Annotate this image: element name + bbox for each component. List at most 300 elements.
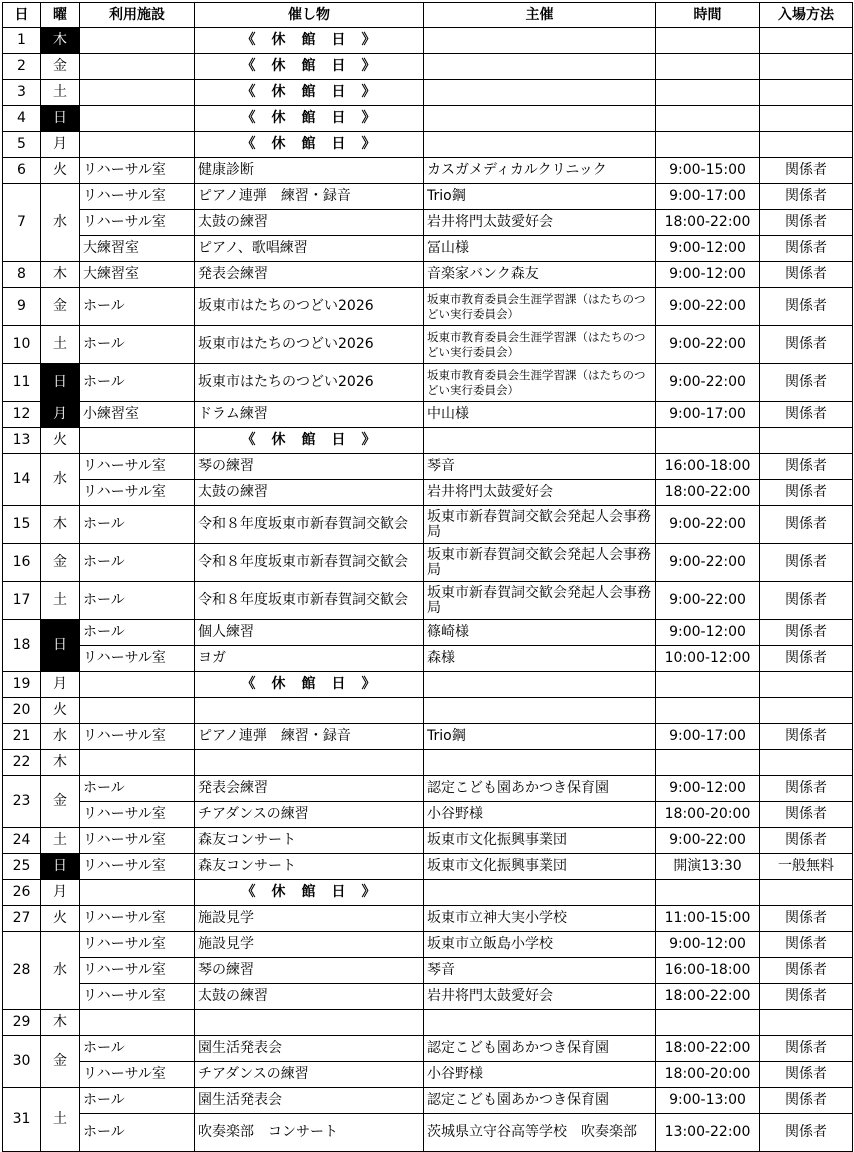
weekday-cell: 水 (41, 932, 80, 1010)
day-cell: 16 (3, 544, 41, 582)
event-schedule-table (2, 2, 853, 1152)
organizer-cell (424, 672, 656, 698)
time-cell: 18:00-20:00 (656, 1062, 760, 1088)
time-cell (656, 428, 760, 454)
table-row (3, 364, 853, 402)
organizer-cell (424, 132, 656, 158)
day-cell: 19 (3, 672, 41, 698)
entry-cell: 関係者 (760, 646, 853, 672)
facility-cell: リハーサル室 (80, 906, 195, 932)
entry-cell (760, 54, 853, 80)
entry-cell (760, 672, 853, 698)
table-row (3, 132, 853, 158)
closed-day-label: 《 休 館 日 》 (195, 28, 424, 54)
time-cell: 9:00-22:00 (656, 828, 760, 854)
time-cell: 18:00-22:00 (656, 1036, 760, 1062)
day-cell: 23 (3, 776, 41, 828)
time-cell: 9:00-12:00 (656, 932, 760, 958)
day-cell: 4 (3, 106, 41, 132)
time-cell (656, 880, 760, 906)
entry-cell (760, 106, 853, 132)
entry-cell: 関係者 (760, 1036, 853, 1062)
event-cell: ピアノ連弾 練習・録音 (195, 184, 424, 210)
day-cell: 18 (3, 620, 41, 672)
time-cell: 9:00-17:00 (656, 724, 760, 750)
organizer-cell: Trio鋼 (424, 724, 656, 750)
entry-cell: 関係者 (760, 932, 853, 958)
organizer-cell (424, 428, 656, 454)
time-cell: 9:00-22:00 (656, 288, 760, 326)
table-row (3, 854, 853, 880)
table-row (3, 776, 853, 802)
header-row (3, 3, 853, 28)
facility-cell: リハーサル室 (80, 932, 195, 958)
weekday-cell: 土 (41, 1088, 80, 1152)
entry-cell: 関係者 (760, 288, 853, 326)
day-cell: 2 (3, 54, 41, 80)
organizer-cell: 小谷野様 (424, 1062, 656, 1088)
facility-cell: ホール (80, 364, 195, 402)
entry-cell: 関係者 (760, 620, 853, 646)
facility-cell: リハーサル室 (80, 158, 195, 184)
weekday-cell: 月 (41, 402, 80, 428)
table-row (3, 1088, 853, 1114)
facility-cell (80, 428, 195, 454)
facility-cell (80, 28, 195, 54)
closed-day-label: 《 休 館 日 》 (195, 428, 424, 454)
organizer-cell (424, 80, 656, 106)
entry-cell: 関係者 (760, 262, 853, 288)
weekday-cell: 木 (41, 506, 80, 544)
event-cell: 園生活発表会 (195, 1036, 424, 1062)
entry-cell: 関係者 (760, 828, 853, 854)
header-event: 催し物 (195, 3, 424, 28)
organizer-cell: 岩井将門太鼓愛好会 (424, 480, 656, 506)
day-cell: 1 (3, 28, 41, 54)
schedule-body (3, 28, 853, 1152)
organizer-cell: 岩井将門太鼓愛好会 (424, 210, 656, 236)
entry-cell: 関係者 (760, 184, 853, 210)
day-cell: 8 (3, 262, 41, 288)
entry-cell: 関係者 (760, 1062, 853, 1088)
time-cell: 18:00-22:00 (656, 210, 760, 236)
weekday-cell: 土 (41, 80, 80, 106)
time-cell (656, 28, 760, 54)
closed-day-label: 《 休 館 日 》 (195, 880, 424, 906)
organizer-cell (424, 28, 656, 54)
weekday-cell: 木 (41, 262, 80, 288)
day-cell: 9 (3, 288, 41, 326)
entry-cell (760, 132, 853, 158)
day-cell: 13 (3, 428, 41, 454)
organizer-cell: 音楽家バンク森友 (424, 262, 656, 288)
facility-cell: 大練習室 (80, 236, 195, 262)
organizer-cell: 篠崎様 (424, 620, 656, 646)
event-cell: 令和８年度坂東市新春賀詞交歓会 (195, 506, 424, 544)
table-row (3, 932, 853, 958)
time-cell (656, 672, 760, 698)
weekday-cell: 日 (41, 854, 80, 880)
header-time: 時間 (656, 3, 760, 28)
day-cell: 29 (3, 1010, 41, 1036)
time-cell (656, 106, 760, 132)
event-cell: 坂東市はたちのつどい2026 (195, 326, 424, 364)
header-day: 日 (3, 3, 41, 28)
time-cell: 9:00-22:00 (656, 364, 760, 402)
weekday-cell: 土 (41, 582, 80, 620)
weekday-cell: 木 (41, 1010, 80, 1036)
organizer-cell: 坂東市文化振興事業団 (424, 854, 656, 880)
facility-cell: リハーサル室 (80, 646, 195, 672)
time-cell: 9:00-22:00 (656, 506, 760, 544)
time-cell: 9:00-22:00 (656, 544, 760, 582)
table-row (3, 288, 853, 326)
day-cell: 6 (3, 158, 41, 184)
table-row (3, 646, 853, 672)
time-cell (656, 54, 760, 80)
day-cell: 28 (3, 932, 41, 1010)
day-cell: 20 (3, 698, 41, 724)
table-row (3, 262, 853, 288)
facility-cell (80, 880, 195, 906)
header-facility: 利用施設 (80, 3, 195, 28)
facility-cell: ホール (80, 1114, 195, 1152)
weekday-cell: 水 (41, 724, 80, 750)
time-cell (656, 1010, 760, 1036)
time-cell: 10:00-12:00 (656, 646, 760, 672)
table-row (3, 28, 853, 54)
table-row (3, 454, 853, 480)
facility-cell (80, 132, 195, 158)
event-cell (195, 698, 424, 724)
event-cell: 坂東市はたちのつどい2026 (195, 288, 424, 326)
organizer-cell (424, 106, 656, 132)
entry-cell: 関係者 (760, 984, 853, 1010)
time-cell: 9:00-22:00 (656, 582, 760, 620)
closed-day-label: 《 休 館 日 》 (195, 672, 424, 698)
weekday-cell: 月 (41, 880, 80, 906)
facility-cell (80, 698, 195, 724)
time-cell: 9:00-15:00 (656, 158, 760, 184)
table-row (3, 1062, 853, 1088)
day-cell: 3 (3, 80, 41, 106)
entry-cell: 関係者 (760, 1114, 853, 1152)
table-row (3, 802, 853, 828)
time-cell: 9:00-12:00 (656, 236, 760, 262)
entry-cell: 関係者 (760, 480, 853, 506)
table-row (3, 620, 853, 646)
facility-cell: リハーサル室 (80, 210, 195, 236)
entry-cell: 関係者 (760, 506, 853, 544)
table-row (3, 828, 853, 854)
table-row (3, 672, 853, 698)
facility-cell: ホール (80, 1036, 195, 1062)
event-cell: 令和８年度坂東市新春賀詞交歓会 (195, 544, 424, 582)
table-row (3, 54, 853, 80)
table-row (3, 480, 853, 506)
weekday-cell: 火 (41, 428, 80, 454)
event-cell: ピアノ、歌唱練習 (195, 236, 424, 262)
entry-cell: 関係者 (760, 958, 853, 984)
organizer-cell (424, 698, 656, 724)
table-row (3, 698, 853, 724)
entry-cell: 関係者 (760, 326, 853, 364)
closed-day-label: 《 休 館 日 》 (195, 106, 424, 132)
time-cell: 18:00-22:00 (656, 480, 760, 506)
day-cell: 7 (3, 184, 41, 262)
facility-cell: ホール (80, 326, 195, 364)
event-cell: 施設見学 (195, 932, 424, 958)
event-cell: ヨガ (195, 646, 424, 672)
weekday-cell: 日 (41, 106, 80, 132)
organizer-cell: 坂東市立神大実小学校 (424, 906, 656, 932)
organizer-cell: カスガメディカルクリニック (424, 158, 656, 184)
header-entry: 入場方法 (760, 3, 853, 28)
time-cell: 9:00-17:00 (656, 402, 760, 428)
table-row (3, 184, 853, 210)
event-cell: 琴の練習 (195, 958, 424, 984)
time-cell: 9:00-12:00 (656, 776, 760, 802)
table-row (3, 1114, 853, 1152)
facility-cell: リハーサル室 (80, 802, 195, 828)
table-row (3, 958, 853, 984)
organizer-cell: 坂東市文化振興事業団 (424, 828, 656, 854)
table-row (3, 158, 853, 184)
facility-cell (80, 750, 195, 776)
weekday-cell: 金 (41, 54, 80, 80)
organizer-cell: 琴音 (424, 454, 656, 480)
entry-cell: 一般無料 (760, 854, 853, 880)
time-cell: 16:00-18:00 (656, 454, 760, 480)
organizer-cell: 坂東市教育委員会生涯学習課（はたちのつどい実行委員会） (424, 288, 656, 326)
table-row (3, 1036, 853, 1062)
event-cell: ドラム練習 (195, 402, 424, 428)
organizer-cell: 茨城県立守谷高等学校 吹奏楽部 (424, 1114, 656, 1152)
table-row (3, 724, 853, 750)
event-cell (195, 750, 424, 776)
table-row (3, 236, 853, 262)
entry-cell: 関係者 (760, 582, 853, 620)
facility-cell: ホール (80, 506, 195, 544)
closed-day-label: 《 休 館 日 》 (195, 80, 424, 106)
weekday-cell: 月 (41, 672, 80, 698)
weekday-cell: 木 (41, 750, 80, 776)
weekday-cell: 金 (41, 288, 80, 326)
event-cell: 森友コンサート (195, 828, 424, 854)
table-row (3, 428, 853, 454)
organizer-cell (424, 1010, 656, 1036)
entry-cell: 関係者 (760, 906, 853, 932)
weekday-cell: 水 (41, 184, 80, 262)
time-cell: 9:00-17:00 (656, 184, 760, 210)
entry-cell: 関係者 (760, 364, 853, 402)
organizer-cell: 坂東市教育委員会生涯学習課（はたちのつどい実行委員会） (424, 364, 656, 402)
day-cell: 10 (3, 326, 41, 364)
weekday-cell: 火 (41, 698, 80, 724)
weekday-cell: 金 (41, 776, 80, 828)
table-row (3, 326, 853, 364)
event-cell: 太鼓の練習 (195, 210, 424, 236)
event-cell: 発表会練習 (195, 262, 424, 288)
time-cell: 9:00-12:00 (656, 262, 760, 288)
entry-cell: 関係者 (760, 776, 853, 802)
organizer-cell (424, 54, 656, 80)
organizer-cell: 認定こども園あかつき保育園 (424, 1036, 656, 1062)
entry-cell: 関係者 (760, 724, 853, 750)
table-row (3, 880, 853, 906)
entry-cell (760, 880, 853, 906)
event-cell: チアダンスの練習 (195, 802, 424, 828)
facility-cell: ホール (80, 620, 195, 646)
day-cell: 22 (3, 750, 41, 776)
entry-cell (760, 28, 853, 54)
day-cell: 17 (3, 582, 41, 620)
table-row (3, 750, 853, 776)
header-organizer: 主催 (424, 3, 656, 28)
day-cell: 26 (3, 880, 41, 906)
organizer-cell: 認定こども園あかつき保育園 (424, 776, 656, 802)
table-row (3, 984, 853, 1010)
time-cell: 13:00-22:00 (656, 1114, 760, 1152)
time-cell (656, 698, 760, 724)
organizer-cell: 坂東市新春賀詞交歓会発起人会事務局 (424, 582, 656, 620)
facility-cell: 大練習室 (80, 262, 195, 288)
table-row (3, 906, 853, 932)
facility-cell: リハーサル室 (80, 1062, 195, 1088)
organizer-cell (424, 880, 656, 906)
day-cell: 30 (3, 1036, 41, 1088)
weekday-cell: 土 (41, 326, 80, 364)
entry-cell: 関係者 (760, 802, 853, 828)
organizer-cell: 冨山様 (424, 236, 656, 262)
day-cell: 12 (3, 402, 41, 428)
event-cell: 令和８年度坂東市新春賀詞交歓会 (195, 582, 424, 620)
entry-cell (760, 698, 853, 724)
weekday-cell: 月 (41, 132, 80, 158)
day-cell: 15 (3, 506, 41, 544)
entry-cell: 関係者 (760, 402, 853, 428)
time-cell: 9:00-22:00 (656, 326, 760, 364)
day-cell: 11 (3, 364, 41, 402)
facility-cell: リハーサル室 (80, 480, 195, 506)
table-row (3, 402, 853, 428)
organizer-cell: 坂東市立飯島小学校 (424, 932, 656, 958)
organizer-cell: Trio鋼 (424, 184, 656, 210)
header-weekday: 曜 (41, 3, 80, 28)
time-cell: 9:00-12:00 (656, 620, 760, 646)
weekday-cell: 水 (41, 454, 80, 506)
facility-cell: ホール (80, 544, 195, 582)
entry-cell (760, 750, 853, 776)
time-cell: 16:00-18:00 (656, 958, 760, 984)
day-cell: 21 (3, 724, 41, 750)
facility-cell (80, 54, 195, 80)
facility-cell: リハーサル室 (80, 958, 195, 984)
table-row (3, 106, 853, 132)
event-cell: チアダンスの練習 (195, 1062, 424, 1088)
organizer-cell: 琴音 (424, 958, 656, 984)
facility-cell: 小練習室 (80, 402, 195, 428)
facility-cell: リハーサル室 (80, 854, 195, 880)
weekday-cell: 金 (41, 1036, 80, 1088)
time-cell (656, 750, 760, 776)
entry-cell (760, 1010, 853, 1036)
organizer-cell: 認定こども園あかつき保育園 (424, 1088, 656, 1114)
facility-cell (80, 106, 195, 132)
weekday-cell: 日 (41, 364, 80, 402)
facility-cell (80, 672, 195, 698)
organizer-cell: 坂東市教育委員会生涯学習課（はたちのつどい実行委員会） (424, 326, 656, 364)
day-cell: 5 (3, 132, 41, 158)
table-row (3, 1010, 853, 1036)
event-cell: 個人練習 (195, 620, 424, 646)
closed-day-label: 《 休 館 日 》 (195, 54, 424, 80)
entry-cell: 関係者 (760, 454, 853, 480)
facility-cell: ホール (80, 582, 195, 620)
day-cell: 14 (3, 454, 41, 506)
facility-cell: ホール (80, 776, 195, 802)
table-row (3, 506, 853, 544)
time-cell: 9:00-13:00 (656, 1088, 760, 1114)
weekday-cell: 金 (41, 544, 80, 582)
event-cell: 施設見学 (195, 906, 424, 932)
facility-cell: ホール (80, 288, 195, 326)
table-row (3, 210, 853, 236)
facility-cell: リハーサル室 (80, 724, 195, 750)
weekday-cell: 火 (41, 906, 80, 932)
facility-cell (80, 1010, 195, 1036)
facility-cell: リハーサル室 (80, 184, 195, 210)
closed-day-label: 《 休 館 日 》 (195, 132, 424, 158)
weekday-cell: 火 (41, 158, 80, 184)
event-cell: 健康診断 (195, 158, 424, 184)
event-cell: 園生活発表会 (195, 1088, 424, 1114)
entry-cell (760, 428, 853, 454)
event-cell: 坂東市はたちのつどい2026 (195, 364, 424, 402)
table-row (3, 80, 853, 106)
entry-cell: 関係者 (760, 158, 853, 184)
weekday-cell: 土 (41, 828, 80, 854)
facility-cell: ホール (80, 1088, 195, 1114)
facility-cell: リハーサル室 (80, 454, 195, 480)
entry-cell: 関係者 (760, 1088, 853, 1114)
organizer-cell: 小谷野様 (424, 802, 656, 828)
time-cell (656, 132, 760, 158)
time-cell: 18:00-22:00 (656, 984, 760, 1010)
day-cell: 25 (3, 854, 41, 880)
entry-cell (760, 80, 853, 106)
table-row (3, 544, 853, 582)
organizer-cell: 坂東市新春賀詞交歓会発起人会事務局 (424, 506, 656, 544)
facility-cell: リハーサル室 (80, 828, 195, 854)
organizer-cell: 森様 (424, 646, 656, 672)
organizer-cell: 中山様 (424, 402, 656, 428)
weekday-cell: 木 (41, 28, 80, 54)
day-cell: 31 (3, 1088, 41, 1152)
day-cell: 24 (3, 828, 41, 854)
facility-cell (80, 80, 195, 106)
facility-cell: リハーサル室 (80, 984, 195, 1010)
event-cell (195, 1010, 424, 1036)
organizer-cell (424, 750, 656, 776)
event-cell: 太鼓の練習 (195, 480, 424, 506)
entry-cell: 関係者 (760, 544, 853, 582)
time-cell: 11:00-15:00 (656, 906, 760, 932)
event-cell: 吹奏楽部 コンサート (195, 1114, 424, 1152)
entry-cell: 関係者 (760, 236, 853, 262)
entry-cell: 関係者 (760, 210, 853, 236)
weekday-cell: 日 (41, 620, 80, 672)
